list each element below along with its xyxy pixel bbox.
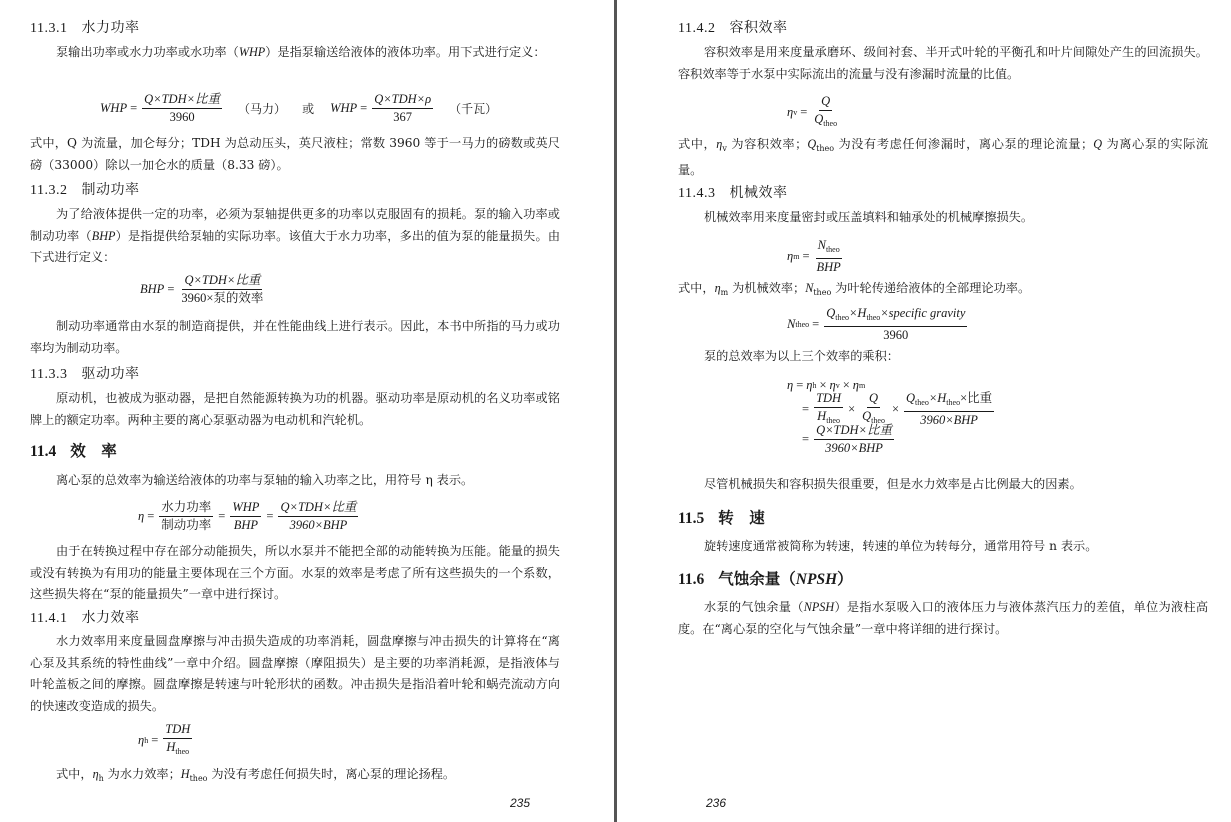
formula-volumetric-efficiency: η v = $\frac{Q}{Q_{theo}}$ bbox=[787, 94, 838, 128]
page-236 bbox=[617, 0, 1231, 822]
heading-11-3-3: 11.3.3 驱动功率 bbox=[30, 366, 140, 382]
heading-11-5: 11.5 转 速 bbox=[678, 508, 765, 527]
paragraph-hydraulic-where: 式中，$\eta_h$ 为水力效率；$H_{theo}$ 为没有考虑任何损失时，离心泵的理论扬程。 bbox=[56, 767, 456, 783]
formula-bhp: BHP = $\frac{\text{Q×TDH×比重}}{\text{3960×泵的效率}}$ bbox=[140, 273, 264, 305]
page-number-235: 235 bbox=[510, 796, 531, 810]
paragraph-efficiency-conclusion: 尽管机械损失和容积损失很重要，但是水力效率是占比例最大的因素。 bbox=[704, 477, 1082, 491]
heading-11-3-1: 11.3.1 水力功率 bbox=[30, 20, 140, 36]
formula-theoretical-power: N theo = $\frac{Q_{theo}\times H_{theo}\times specific gravity}{3960}$ bbox=[787, 306, 966, 342]
page-number-236: 236 bbox=[706, 796, 727, 810]
paragraph-mechanical-efficiency: 机械效率用来度量密封或压盖填料和轴承处的机械摩擦损失。 bbox=[704, 210, 1034, 224]
paragraph-volumetric-where: 式中，$\eta_v$ 为容积效率；$Q_{theo}$ 为没有考虑任何渗漏时，离心泵的理论流量；Q 为离心泵的实际流量。 bbox=[678, 137, 1209, 177]
formula-hydraulic-efficiency: η h = $\frac{\text{TDH}}{H_{theo}}$ bbox=[138, 722, 191, 756]
formula-mechanical-efficiency: η m = $\frac{N_{theo}}{\text{BHP}}$ bbox=[787, 238, 841, 274]
paragraph-efficiency: 离心泵的总效率为输送给液体的功率与泵轴的输入功率之比，用符号 η 表示。 bbox=[56, 473, 474, 487]
paragraph-bhp-note: 制动功率通常由水泵的制造商提供，并在性能曲线上进行表示。因此，本书中所指的马力或功率均为制动功率。 bbox=[30, 319, 560, 355]
formula-efficiency: η = $\frac{\text{水力功率}}{\text{制动功率}}$ = $\frac{\text{WHP}}{\text{BHP}}$ = $\frac{\text{Q×TDH×比重}}{\text{3960×BHP}}$ bbox=[138, 500, 357, 532]
paragraph-hydraulic-efficiency: 水力效率用来度量圆盘摩擦与冲击损失造成的功率消耗，圆盘摩擦与冲击损失的计算将在“离心泵及其系统的特性曲线”一章中介绍。圆盘摩擦（摩阻损失）是主要的功率消耗源，是指液体与叶轮盖板之间的摩擦。圆盘摩擦是转速与叶轮形状的函数。冲击损失是指沿着叶轮和蜗壳流动方向的快速改变造成的损失。 bbox=[30, 634, 560, 713]
paragraph-mechanical-where: 式中，$\eta_m$ 为机械效率；$N_{theo}$ 为叶轮传递给液体的全部理论功率。 bbox=[678, 281, 1031, 297]
heading-11-4-3: 11.4.3 机械效率 bbox=[678, 185, 788, 201]
heading-11-4-2: 11.4.2 容积效率 bbox=[678, 20, 788, 36]
paragraph-bhp-definition: 为了给液体提供一定的功率，必须为泵轴提供更多的功率以克服固有的损耗。泵的输入功率或制动功率（BHP）是指提供给泵轴的实际功率。该值大于水力功率，多出的值为泵的能量损失。由下式进行定义： bbox=[30, 207, 561, 264]
paragraph-total-efficiency: 泵的总效率为以上三个效率的乘积： bbox=[704, 349, 899, 363]
paragraph-whp-where: 式中，Q 为流量，加仑每分；TDH 为总动压头，英尺液柱；常数 3960 等于一马力的磅数或英尺磅（33000）除以一加仑水的质量（8.33 磅）。 bbox=[30, 136, 560, 172]
formula-total-efficiency: η = η h × η v × η m = $\frac{\text{TDH}}{H_{theo}}$ × $\frac{Q}{Q_{theo}}$ × $\frac{Q_{theo}\times H_{theo}\times 比重}{\text{3960×BHP}}$ = $\frac{\text{Q×TDH×比重}}{\text{3960×BHP}}$ bbox=[787, 377, 993, 455]
page-235 bbox=[0, 0, 614, 822]
paragraph-whp-definition: 泵输出功率或水力功率或水功率（WHP）是指泵输送给液体的液体功率。用下式进行定义： bbox=[56, 45, 546, 59]
paragraph-rotational-speed: 旋转速度通常被简称为转速，转速的单位为转每分，通常用符号 n 表示。 bbox=[704, 539, 1098, 553]
heading-11-4: 11.4 效 率 bbox=[30, 441, 117, 460]
heading-11-6: 11.6 气蚀余量（NPSH） bbox=[678, 569, 853, 588]
heading-11-3-2: 11.3.2 制动功率 bbox=[30, 182, 140, 198]
formula-whp: WHP = $\frac{\text{Q×TDH×比重}}{3960}$ （马力） 或 WHP = $\frac{\text{Q×TDH×ρ}}{367}$ （千瓦） bbox=[100, 92, 498, 124]
paragraph-driver-power: 原动机，也被成为驱动器，是把自然能源转换为功的机器。驱动功率是原动机的名义功率或铭牌上的额定功率。两种主要的离心泵驱动器为电动机和汽轮机。 bbox=[30, 391, 560, 427]
heading-11-4-1: 11.4.1 水力效率 bbox=[30, 610, 140, 626]
paragraph-volumetric-efficiency: 容积效率是用来度量承磨环、级间衬套、半开式叶轮的平衡孔和叶片间隙处产生的回流损失。容积效率等于水泵中实际流出的流量与没有渗漏时流量的比值。 bbox=[678, 45, 1208, 81]
paragraph-npsh: 水泵的气蚀余量（NPSH）是指水泵吸入口的液体压力与液体蒸汽压力的差值，单位为液柱高度。在“离心泵的空化与气蚀余量”一章中将详细的进行探讨。 bbox=[678, 600, 1209, 636]
paragraph-energy-loss: 由于在转换过程中存在部分动能损失，所以水泵并不能把全部的动能转换为压能。能量的损失或没有转换为有用功的能量主要体现在三个方面。水泵的效率是考虑了所有这些损失的一个系数，这些损失将在“泵的能量损失”一章中进行探讨。 bbox=[30, 544, 560, 601]
